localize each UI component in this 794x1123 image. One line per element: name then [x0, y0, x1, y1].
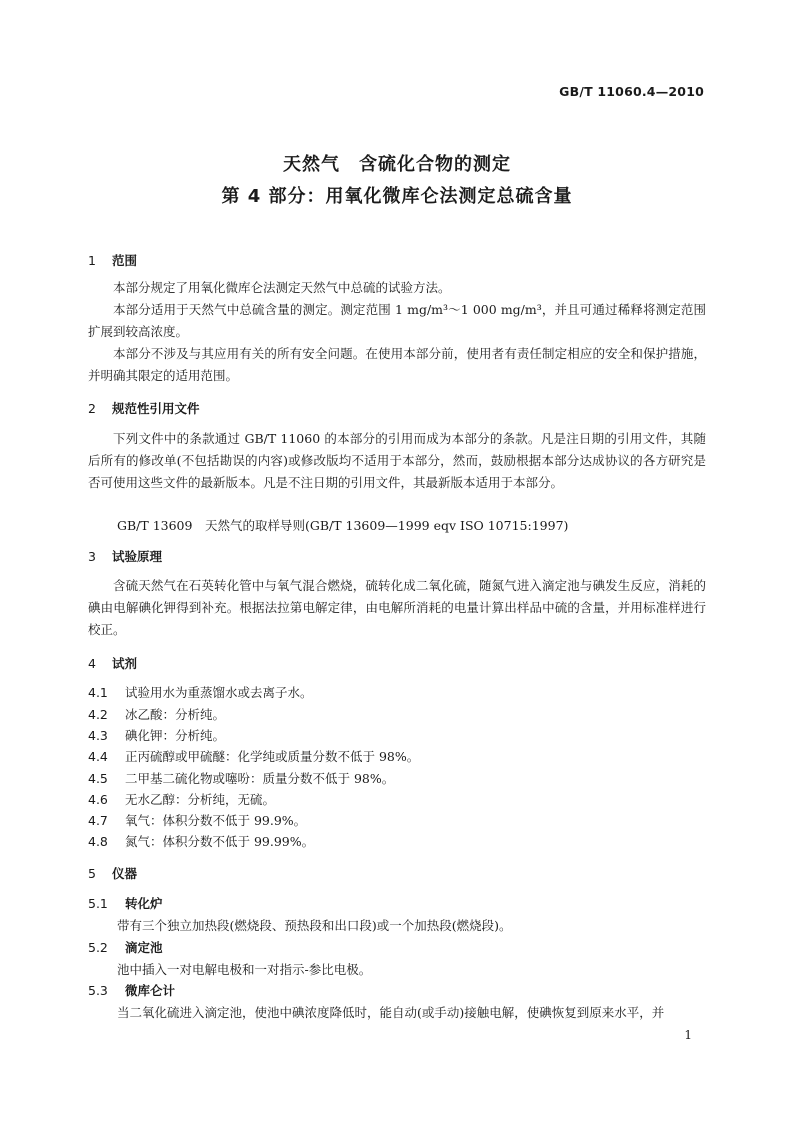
- reference-entry: GB/T 13609 天然气的取样导则(GB/T 13609—1999 eqv ISO 10715:1997): [117, 518, 569, 533]
- item-number: 4.7: [88, 813, 108, 828]
- paragraph: 下列文件中的条款通过 GB/T 11060 的本部分的引用而成为本部分的条款。凡是注日期的引用文件，其随后所有的修改单(不包括勘误的内容)或修改版均不适用于本部分，然而，鼓励根据本部分达成协议的各方研究是否可使用这些文件的最新版本。凡是不注日期的引用文件，其最新版本适用于本部分。: [88, 431, 706, 490]
- item-number: 4.1: [88, 685, 108, 700]
- list-item: [88, 790, 275, 808]
- item-number: 4.8: [88, 834, 108, 849]
- section-heading-scope: [88, 251, 137, 269]
- section-title: 试验原理: [112, 549, 163, 564]
- item-text: 氮气：体积分数不低于 99.99%。: [125, 834, 315, 849]
- item-text: 正丙硫醇或甲硫醚：化学纯或质量分数不低于 98%。: [125, 749, 420, 764]
- item-text: 二甲基二硫化物或噻吩：质量分数不低于 98%。: [125, 771, 395, 786]
- paragraph: 本部分适用于天然气中总硫含量的测定。测定范围 1 mg/m³～1 000 mg/m³，并且可通过稀释将测定范围扩展到较高浓度。: [88, 302, 706, 339]
- subsection-number: 5.1: [88, 896, 108, 911]
- item-number: 4.3: [88, 728, 108, 743]
- item-number: 4.6: [88, 792, 108, 807]
- subsection-title: 微库仑计: [125, 983, 176, 998]
- item-text: 无水乙醇：分析纯，无硫。: [125, 792, 276, 807]
- list-item: [88, 811, 306, 829]
- subsection-heading: [88, 981, 175, 999]
- section-heading-reagents: [88, 654, 137, 672]
- section-number: 3: [88, 549, 96, 564]
- item-text: 氧气：体积分数不低于 99.9%。: [125, 813, 307, 828]
- section-title: 仪器: [112, 866, 138, 881]
- document-title-line1: 天然气 含硫化合物的测定: [283, 154, 511, 175]
- paragraph: 含硫天然气在石英转化管中与氧气混合燃烧，硫转化成二氧化硫，随氮气进入滴定池与碘发生反应，消耗的碘由电解碘化钾得到补充。根据法拉第电解定律，由电解所消耗的电量计算出样品中硫的含量，并用标准样进行校正。: [88, 578, 706, 637]
- list-item: [88, 705, 225, 723]
- item-text: 试验用水为重蒸馏水或去离子水。: [125, 685, 313, 700]
- subsection-heading: [88, 938, 163, 956]
- item-text: 冰乙酸：分析纯。: [125, 707, 226, 722]
- item-number: 4.5: [88, 771, 108, 786]
- section-number: 4: [88, 656, 96, 671]
- section-title: 试剂: [112, 656, 138, 671]
- section-heading-apparatus: [88, 864, 137, 882]
- subsection-title: 转化炉: [125, 896, 163, 911]
- list-item: [88, 747, 419, 765]
- section-title: 范围: [112, 253, 138, 268]
- section-title: 规范性引用文件: [112, 401, 200, 416]
- paragraph: 本部分不涉及与其应用有关的所有安全问题。在使用本部分前，使用者有责任制定相应的安全和保护措施，并明确其限定的适用范围。: [88, 346, 706, 383]
- section-heading-principle: [88, 547, 162, 565]
- subsection-text: 池中插入一对电解电极和一对指示-参比电极。: [117, 962, 372, 977]
- item-number: 4.2: [88, 707, 108, 722]
- section-heading-normative-references: [88, 399, 200, 417]
- subsection-text: 带有三个独立加热段(燃烧段、预热段和出口段)或一个加热段(燃烧段)。: [117, 918, 512, 933]
- list-item: [88, 769, 394, 787]
- item-text: 碘化钾：分析纯。: [125, 728, 226, 743]
- list-item: [88, 726, 225, 744]
- subsection-title: 滴定池: [125, 940, 163, 955]
- subsection-number: 5.2: [88, 940, 108, 955]
- section-number: 2: [88, 401, 96, 416]
- item-number: 4.4: [88, 749, 108, 764]
- paragraph: 本部分规定了用氧化微库仑法测定天然气中总硫的试验方法。: [113, 280, 451, 295]
- subsection-number: 5.3: [88, 983, 108, 998]
- page-number: 1: [684, 1028, 692, 1042]
- subsection-heading: [88, 894, 163, 912]
- document-title-line2: 第 4 部分：用氧化微库仑法测定总硫含量: [221, 186, 573, 207]
- standard-number: GB/T 11060.4—2010: [559, 84, 704, 99]
- list-item: [88, 832, 314, 850]
- list-item: [88, 683, 313, 701]
- section-number: 5: [88, 866, 96, 881]
- section-number: 1: [88, 253, 96, 268]
- subsection-text: 当二氧化硫进入滴定池，使池中碘浓度降低时，能自动(或手动)接触电解，使碘恢复到原来水平，并: [117, 1005, 665, 1020]
